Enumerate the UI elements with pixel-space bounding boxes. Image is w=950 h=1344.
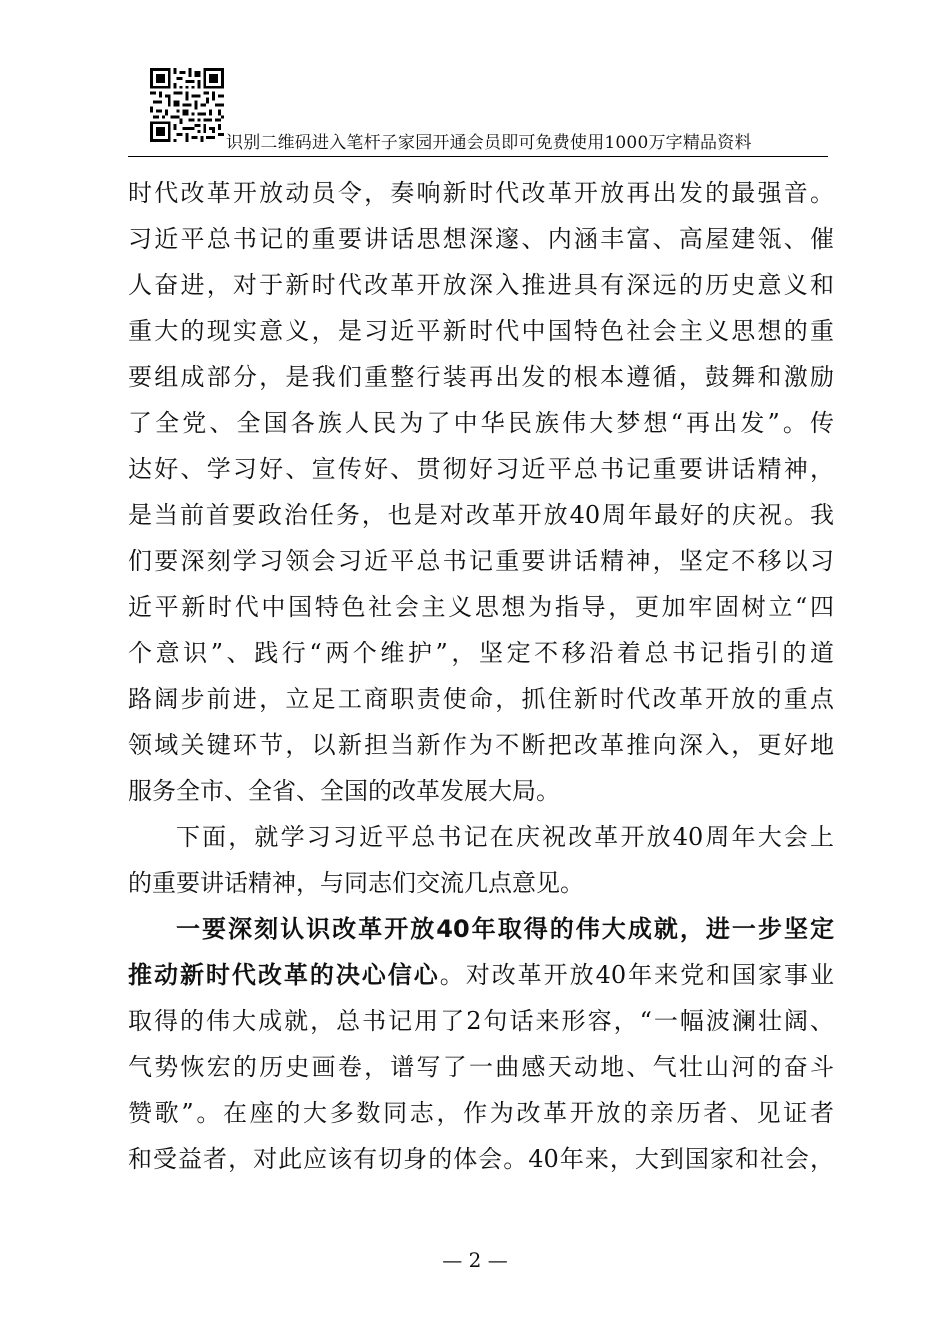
body-line: 气势恢宏的历史画卷，谱写了一曲感天动地、气壮山河的奋斗 [128, 1053, 834, 1081]
body-line [128, 952, 834, 998]
body-line: 了全党、全国各族人民为了中华民族伟大梦想“再出发”。传 [128, 409, 834, 437]
body-line: 要组成部分，是我们重整行装再出发的根本遵循，鼓舞和激励 [128, 363, 834, 391]
header-divider [128, 156, 828, 157]
qr-code-icon[interactable] [150, 68, 224, 142]
section-heading-line: 一要深刻认识改革开放40年取得的伟大成就，进一步坚定 [176, 915, 834, 943]
section-heading-continuation: 推动新时代改革的决心信心 [128, 961, 440, 989]
body-line: 达好、学习好、宣传好、贯彻好习近平总书记重要讲话精神， [128, 455, 834, 483]
body-line: 们要深刻学习领会习近平总书记重要讲话精神，坚定不移以习 [128, 547, 834, 575]
body-line: 取得的伟大成就，总书记用了2句话来形容，“一幅波澜壮阔、 [128, 1007, 834, 1035]
body-line: 习近平总书记的重要讲话思想深邃、内涵丰富、高屋建瓴、催 [128, 225, 834, 253]
page-number: — 2 — [442, 1248, 508, 1272]
body-line: 和受益者，对此应该有切身的体会。40年来，大到国家和社会， [128, 1145, 834, 1173]
body-line: 的重要讲话精神，与同志们交流几点意见。 [128, 869, 584, 897]
body-text: 。对改革开放40年来党和国家事业 [439, 961, 834, 989]
body-line: 个意识”、践行“两个维护”，坚定不移沿着总书记指引的道 [128, 639, 834, 667]
header-promo-note: 识别二维码进入笔杆子家园开通会员即可免费使用1000万字精品资料 [226, 133, 752, 153]
body-line: 重大的现实意义，是习近平新时代中国特色社会主义思想的重 [128, 317, 834, 345]
document-body [128, 170, 834, 1182]
body-line: 近平新时代中国特色社会主义思想为指导，更加牢固树立“四 [128, 593, 834, 621]
body-line: 服务全市、全省、全国的改革发展大局。 [128, 777, 560, 805]
body-line: 领域关键环节，以新担当新作为不断把改革推向深入，更好地 [128, 731, 834, 759]
body-line: 人奋进，对于新时代改革开放深入推进具有深远的历史意义和 [128, 271, 834, 299]
body-line: 时代改革开放动员令，奏响新时代改革开放再出发的最强音。 [128, 179, 834, 207]
body-line: 路阔步前进，立足工商职责使命，抓住新时代改革开放的重点 [128, 685, 834, 713]
body-line: 是当前首要政治任务，也是对改革开放40周年最好的庆祝。我 [128, 501, 834, 529]
body-line: 下面，就学习习近平总书记在庆祝改革开放40周年大会上 [176, 823, 834, 851]
body-line: 赞歌”。在座的大多数同志，作为改革开放的亲历者、见证者 [128, 1099, 834, 1127]
